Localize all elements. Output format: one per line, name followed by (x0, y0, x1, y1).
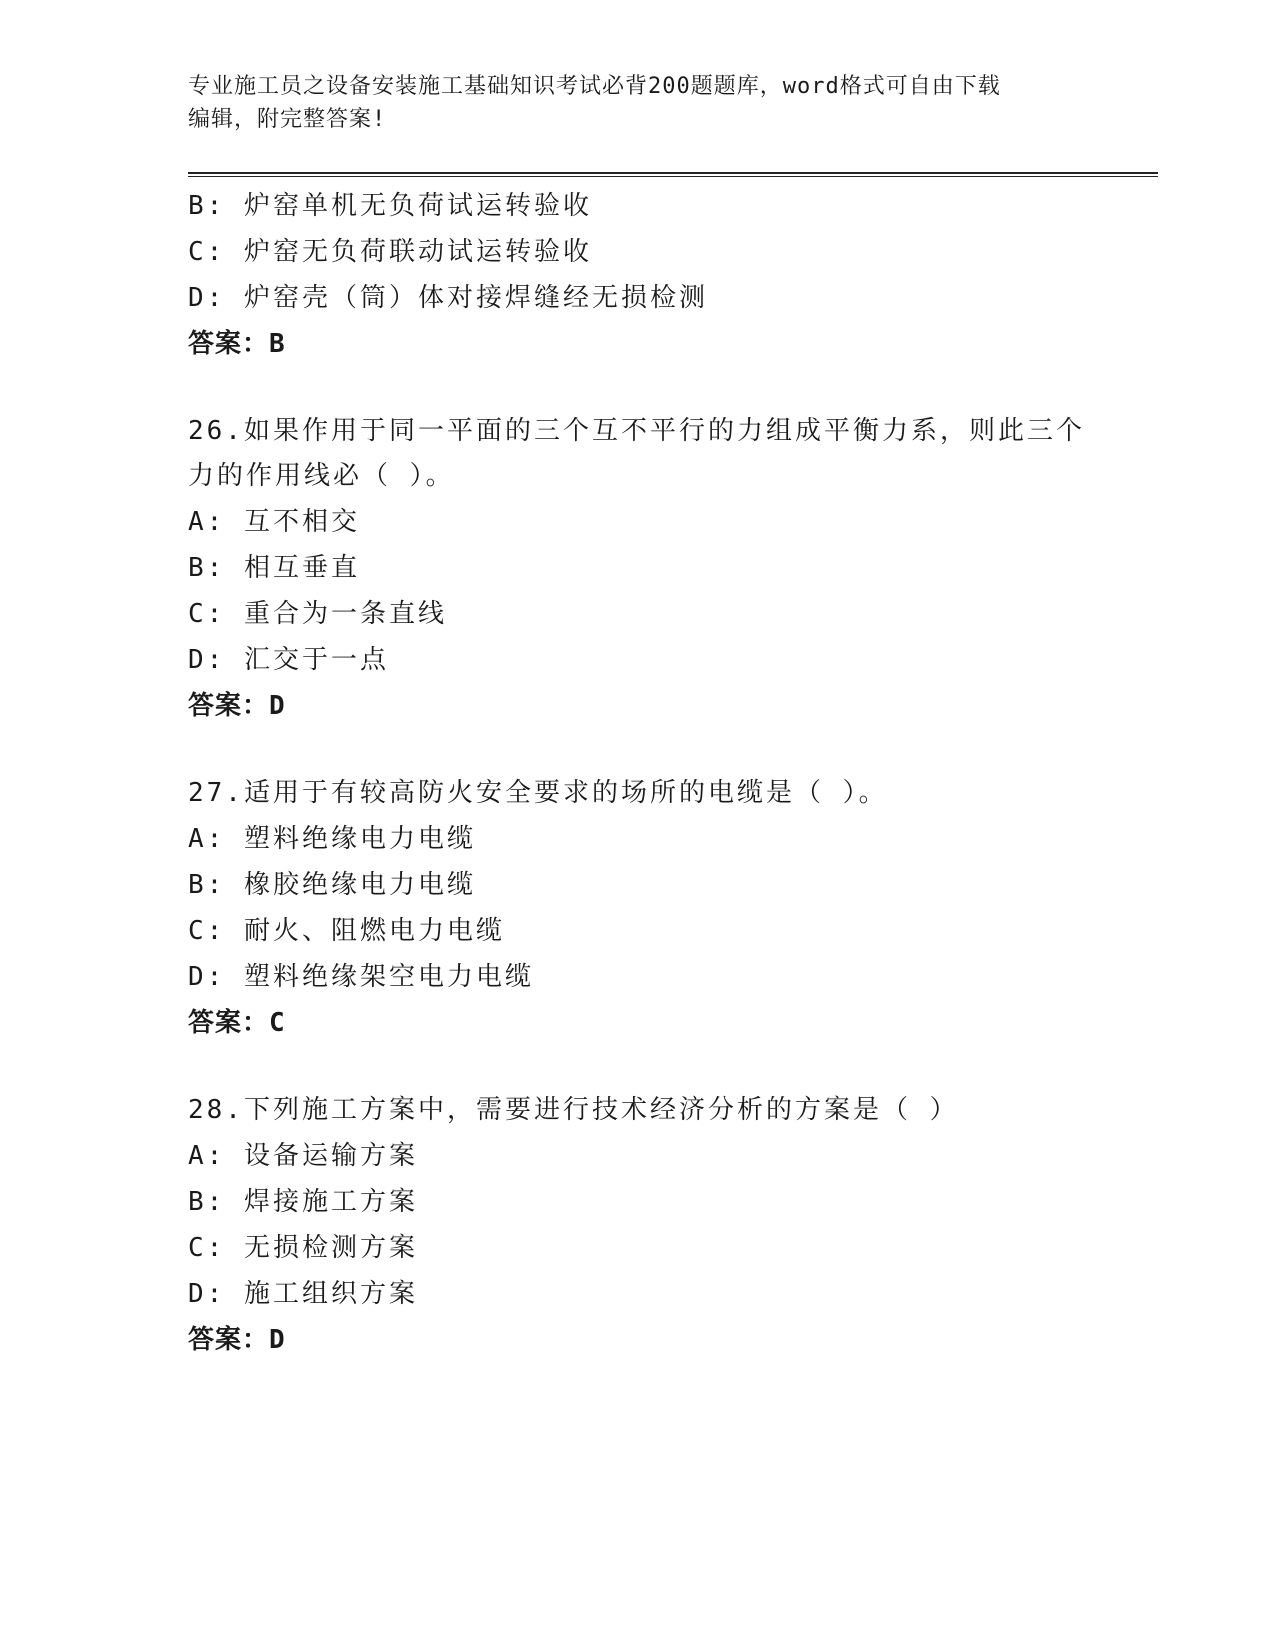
answer: 答案：D (188, 691, 286, 721)
header-line-2: 编辑，附完整答案! (188, 107, 387, 132)
document-page (188, 70, 1158, 1363)
header-divider (188, 172, 1158, 177)
header-line-1: 专业施工员之设备安装施工基础知识考试必背200题题库，word格式可自由下载 (188, 74, 1001, 99)
question-stem: 27.适用于有较高防火安全要求的场所的电缆是（ ）。 (188, 778, 888, 808)
question-block (188, 183, 1158, 367)
question-stem: 26.如果作用于同一平面的三个互不平行的力组成平衡力系，则此三个力的作用线必（ ）。 (188, 416, 1085, 491)
header-title (188, 70, 1088, 136)
option-d: D: 炉窑壳（筒）体对接焊缝经无损检测 (188, 283, 708, 313)
question-block (188, 409, 1158, 729)
question-block (188, 1088, 1158, 1363)
option-a: A: 设备运输方案 (188, 1141, 418, 1171)
option-b: B: 炉窑单机无负荷试运转验收 (188, 191, 592, 221)
answer: 答案：D (188, 1325, 286, 1355)
option-c: C: 耐火、阻燃电力电缆 (188, 916, 505, 946)
document-header (188, 70, 1158, 177)
option-d: D: 塑料绝缘架空电力电缆 (188, 962, 534, 992)
option-d: D: 施工组织方案 (188, 1279, 418, 1309)
option-a: A: 互不相交 (188, 507, 360, 537)
option-c: C: 无损检测方案 (188, 1233, 418, 1263)
option-b: B: 相互垂直 (188, 553, 360, 583)
option-a: A: 塑料绝缘电力电缆 (188, 824, 476, 854)
option-c: C: 重合为一条直线 (188, 599, 447, 629)
option-d: D: 汇交于一点 (188, 645, 389, 675)
answer: 答案：B (188, 329, 286, 359)
question-block (188, 771, 1158, 1046)
option-c: C: 炉窑无负荷联动试运转验收 (188, 237, 592, 267)
option-b: B: 焊接施工方案 (188, 1187, 418, 1217)
question-stem: 28.下列施工方案中，需要进行技术经济分析的方案是（ ） (188, 1095, 959, 1125)
option-b: B: 橡胶绝缘电力电缆 (188, 870, 476, 900)
answer: 答案：C (188, 1008, 286, 1038)
